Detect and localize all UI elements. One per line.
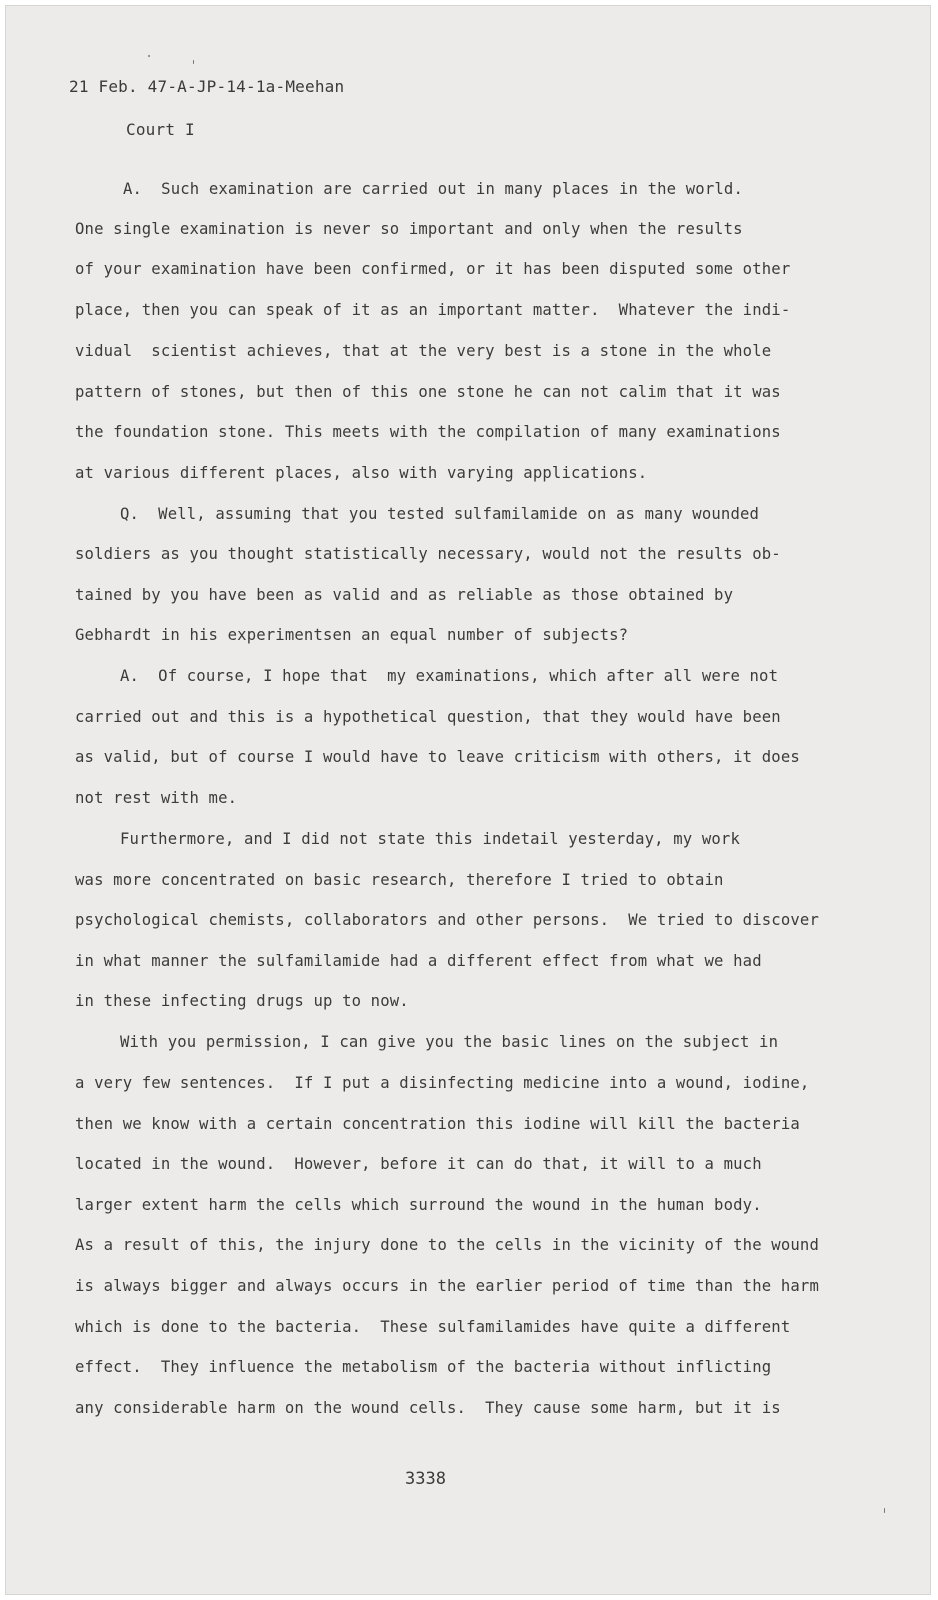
text-line: any considerable harm on the wound cells. They cause some harm, but it is	[75, 1399, 781, 1417]
text-line: One single examination is never so important and only when the results	[75, 220, 743, 238]
page-number: 3338	[405, 1469, 446, 1489]
text-line: carried out and this is a hypothetical question, that they would have been	[75, 708, 781, 726]
text-line: then we know with a certain concentration this iodine will kill the bacteria	[75, 1115, 800, 1133]
text-line: is always bigger and always occurs in the earlier period of time than the harm	[75, 1277, 819, 1295]
text-line: A. Such examination are carried out in many places in the world.	[123, 180, 743, 198]
scan-speck	[148, 55, 150, 57]
text-line: vidual scientist achieves, that at the very best is a stone in the whole	[75, 342, 772, 360]
text-line: at various different places, also with varying applications.	[75, 464, 648, 482]
text-line: not rest with me.	[75, 789, 238, 807]
text-line: tained by you have been as valid and as reliable as those obtained by	[75, 586, 734, 604]
text-line: the foundation stone. This meets with the compilation of many examinations	[75, 423, 781, 441]
text-line: Q. Well, assuming that you tested sulfamilamide on as many wounded	[120, 505, 760, 523]
text-line: Furthermore, and I did not state this indetail yesterday, my work	[120, 830, 740, 848]
text-line: psychological chemists, collaborators and other persons. We tried to discover	[75, 911, 819, 929]
text-line: in what manner the sulfamilamide had a different effect from what we had	[75, 952, 762, 970]
text-line: soldiers as you thought statistically necessary, would not the results ob-	[75, 545, 781, 563]
text-line: a very few sentences. If I put a disinfecting medicine into a wound, iodine,	[75, 1074, 810, 1092]
text-line: which is done to the bacteria. These sulfamilamides have quite a different	[75, 1318, 791, 1336]
court-label: Court I	[126, 120, 195, 139]
text-line: Gebhardt in his experimentsen an equal number of subjects?	[75, 626, 629, 644]
text-line: located in the wound. However, before it can do that, it will to a much	[75, 1155, 762, 1173]
text-line: of your examination have been confirmed, or it has been disputed some other	[75, 260, 791, 278]
scan-speck	[193, 60, 194, 64]
text-line: pattern of stones, but then of this one stone he can not calim that it was	[75, 383, 781, 401]
text-line: as valid, but of course I would have to leave criticism with others, it does	[75, 748, 800, 766]
text-line: was more concentrated on basic research, therefore I tried to obtain	[75, 871, 724, 889]
text-line: As a result of this, the injury done to the cells in the vicinity of the wound	[75, 1236, 819, 1254]
text-line: in these infecting drugs up to now.	[75, 992, 409, 1010]
text-line: A. Of course, I hope that my examinations, which after all were not	[120, 667, 779, 685]
text-line: effect. They influence the metabolism of the bacteria without inflicting	[75, 1358, 772, 1376]
scan-speck	[884, 1508, 885, 1513]
document-header: 21 Feb. 47-A-JP-14-1a-Meehan	[69, 77, 345, 96]
text-line: With you permission, I can give you the basic lines on the subject in	[120, 1033, 779, 1051]
text-line: place, then you can speak of it as an important matter. Whatever the indi-	[75, 301, 791, 319]
text-line: larger extent harm the cells which surround the wound in the human body.	[75, 1196, 762, 1214]
